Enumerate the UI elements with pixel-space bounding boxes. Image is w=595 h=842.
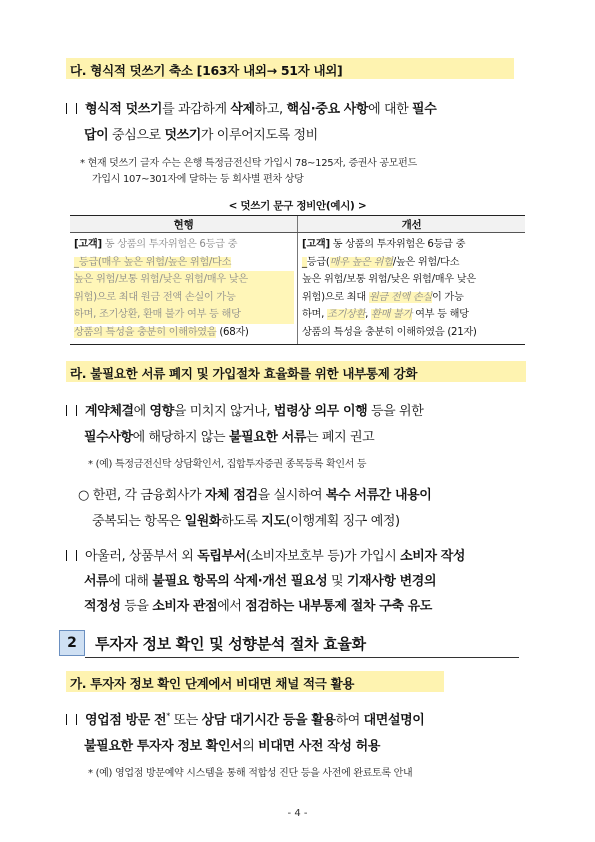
chapter-title: 투자자 정보 확인 및 성향분석 절차 효율화	[95, 635, 366, 653]
section-prefix: 라.	[70, 366, 87, 381]
bullet-3-line-2: 서류에 대해 불필요 항목의 삭제·개선 필요성 및 기재사항 변경의	[84, 574, 437, 589]
section-title: 투자자 정보 확인 단계에서 비대면 채널 적극 활용	[90, 676, 355, 691]
footnote-1-line-1: * 현재 덧쓰기 글자 수는 은행 특정금전신탁 가입시 78~125자, 증권사 공모펀드	[80, 158, 417, 169]
section-title: 불필요한 서류 폐지 및 가입절차 효율화를 위한 내부통제 강화	[90, 366, 418, 381]
comparison-table	[70, 215, 525, 345]
square-bullet-icon	[66, 550, 77, 561]
page-number: - 4 -	[287, 808, 308, 819]
footnote-1-line-2: 가입시 107~301자에 달하는 등 회사별 편차 상당	[92, 174, 304, 185]
column-header-current: 현행	[70, 216, 298, 233]
table-caption: < 덧쓰기 문구 정비안(예시) >	[228, 200, 367, 212]
square-bullet-icon	[66, 103, 77, 114]
table-row	[70, 233, 525, 345]
cell-current: [고객] 동 상품의 투자위험은 6등급 중 _등급(매우 높은 위험/높은 위험/다소 높은 위험/보통 위험/낮은 위험/매우 낮은 위험)으로 최대 원금 전액 손실이 가능 하며, 조기상환, 환매 불가 여부 등 해당 상품의 특성을 충분히 이해하였음 (68자)	[70, 233, 298, 345]
footnote-4: * (예) 영업점 방문예약 시스템을 통해 적합성 진단 등을 사전에 완료토록 안내	[88, 768, 413, 779]
section-prefix: 가.	[70, 676, 87, 691]
square-bullet-icon	[66, 714, 77, 725]
chapter-heading-2	[59, 630, 519, 656]
bullet-3-line-1: 아울러, 상품부서 외 독립부서(소비자보호부 등)가 가입시 소비자 작성	[66, 545, 465, 564]
bullet-3-line-3: 적정성 등을 소비자 관점에서 점검하는 내부통제 절차 구축 유도	[84, 599, 432, 614]
chapter-number: 2	[59, 630, 85, 656]
square-bullet-icon	[66, 405, 77, 416]
section-detail: [163자 내외→ 51자 내외]	[196, 63, 343, 78]
footnote-2: * (예) 특정금전신탁 상담확인서, 집합투자증권 종목등록 확인서 등	[88, 459, 367, 470]
bullet-1-line-1: 형식적 덧쓰기를 과감하게 삭제하고, 핵심·중요 사항에 대한 필수	[66, 98, 436, 117]
table-header-row	[70, 216, 525, 233]
chapter-underline	[85, 657, 519, 658]
section-prefix: 다.	[70, 63, 87, 78]
bullet-2-line-1: 계약체결에 영향을 미치지 않거나, 법령상 의무 이행 등을 위한	[66, 400, 423, 419]
cell-improved: [고객] 동 상품의 투자위험은 6등급 중 _등급(매우 높은 위험/높은 위험/다소 높은 위험/보통 위험/낮은 위험/매우 낮은 위험)으로 최대 원금 전액 손실이 가능 하며, 조기상환, 환매 불가 여부 등 해당 상품의 특성을 충분히 이해하였음 (21자)	[298, 233, 526, 345]
sub-bullet-line-2: 중복되는 항목은 일원화하도록 지도(이행계획 징구 예정)	[92, 514, 400, 529]
column-header-improved: 개선	[298, 216, 526, 233]
section-heading-da	[70, 61, 342, 79]
bullet-2-line-2: 필수사항에 해당하지 않는 불필요한 서류는 폐지 권고	[84, 430, 375, 445]
bullet-1-line-2: 답이 중심으로 덧쓰기가 이루어지도록 정비	[84, 128, 318, 143]
section-heading-ra	[70, 364, 417, 382]
bullet-4-line-1: 영업점 방문 전* 또는 상담 대기시간 등을 활용하여 대면설명이	[66, 709, 424, 728]
section-title: 형식적 덧쓰기 축소	[90, 63, 193, 78]
bullet-4-line-2: 불필요한 투자자 정보 확인서의 비대면 사전 작성 허용	[84, 739, 380, 754]
circle-bullet-icon: ○	[78, 488, 89, 503]
sub-bullet-line-1: ○ 한편, 각 금융회사가 자체 점검을 실시하여 복수 서류간 내용이	[78, 488, 432, 503]
section-heading-ga	[70, 674, 354, 692]
